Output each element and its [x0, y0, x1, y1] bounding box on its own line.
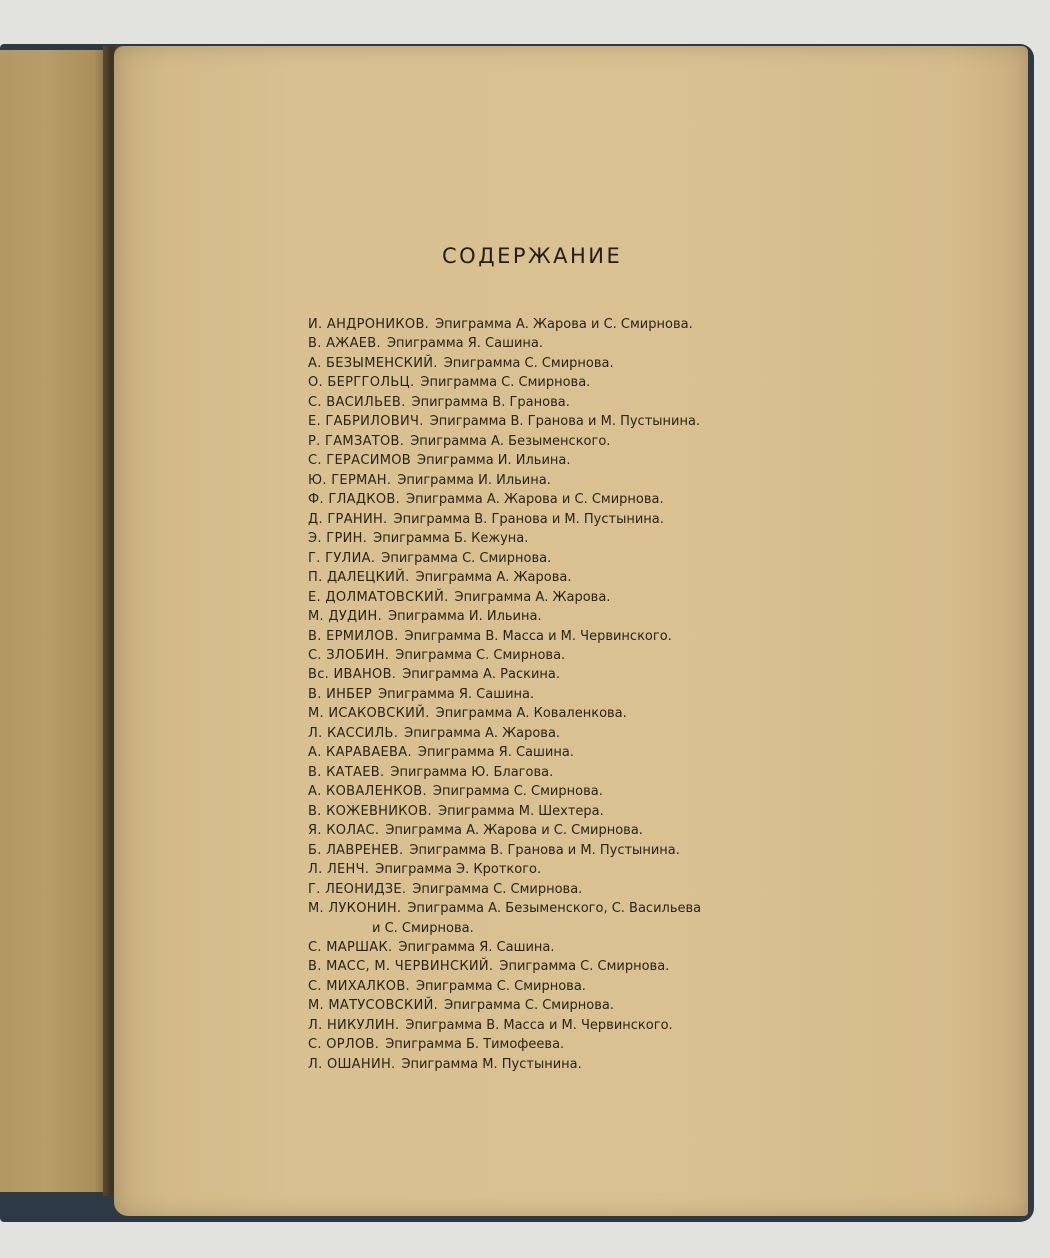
toc-entry-text: Эпиграмма С. Смирнова. — [420, 375, 591, 391]
toc-entry-author: В. КОЖЕВНИКОВ. — [308, 803, 432, 819]
toc-entry-author: Б. ЛАВРЕНЕВ. — [308, 842, 404, 858]
toc-entry-author: С. МИХАЛКОВ. — [308, 978, 410, 994]
toc-entry — [308, 1035, 1008, 1054]
toc-entry — [308, 919, 1008, 938]
toc-entry-author: И. АНДРОНИКОВ. — [308, 317, 430, 332]
toc-entry-text: Эпиграмма Э. Кроткого. — [375, 862, 542, 878]
toc-entry — [308, 724, 1008, 743]
toc-entry-text: Эпиграмма М. Пустынина. — [401, 1056, 582, 1072]
toc-entry-text: Эпиграмма А. Жарова. — [415, 570, 572, 586]
toc-entry — [308, 996, 1008, 1015]
toc-entry-text: Эпиграмма Б. Кежуна. — [373, 531, 529, 547]
toc-entry-author: В. ИНБЕР — [308, 686, 373, 702]
toc-entry-text: Эпиграмма А. Жарова. — [404, 725, 561, 741]
toc-entry-author: В. АЖАЕВ. — [308, 336, 381, 352]
toc-entry — [308, 860, 1008, 879]
toc-entry-author: В. МАСС, М. ЧЕРВИНСКИЙ. — [308, 959, 494, 975]
toc-entry-text: Эпиграмма И. Ильина. — [388, 609, 542, 625]
toc-entry — [308, 412, 1008, 431]
toc-entry-author: О. БЕРГГОЛЬЦ. — [308, 375, 415, 391]
toc-entry-text: Эпиграмма Я. Сашина. — [417, 745, 574, 761]
toc-entry — [308, 899, 1008, 918]
toc-entry-author: А. КОВАЛЕНКОВ. — [308, 784, 427, 800]
toc-entry-text: Эпиграмма С. Смирнова. — [412, 881, 583, 897]
toc-entry-text: Эпиграмма В. Масса и М. Червинского. — [404, 628, 672, 644]
toc-entry-author: Е. ДОЛМАТОВСКИЙ. — [308, 589, 449, 605]
toc-entry — [308, 510, 1008, 529]
toc-entry — [308, 763, 1008, 782]
toc-entry-text: Эпиграмма В. Гранова. — [411, 394, 570, 410]
toc-entry — [308, 665, 1008, 684]
page-title: СОДЕРЖАНИЕ — [442, 244, 623, 268]
toc-entry-text: Эпиграмма А. Жарова и С. Смирнова. — [385, 823, 643, 839]
table-of-contents — [308, 315, 1008, 1074]
toc-entry-author: Л. ЛЕНЧ. — [308, 862, 370, 878]
toc-entry-text: Эпиграмма И. Ильина. — [417, 453, 571, 469]
toc-entry — [308, 315, 1008, 334]
toc-entry — [308, 334, 1008, 353]
toc-entry-text: Эпиграмма В. Гранова и М. Пустынина. — [393, 511, 664, 527]
toc-entry-text: Эпиграмма Я. Сашина. — [378, 686, 535, 702]
toc-entry — [308, 880, 1008, 899]
left-page — [0, 50, 110, 1192]
toc-entry — [308, 354, 1008, 373]
toc-entry-author: С. ОРЛОВ. — [308, 1037, 380, 1053]
toc-entry — [308, 549, 1008, 568]
toc-entry-author: Я. КОЛАС. — [308, 823, 380, 839]
toc-entry — [308, 646, 1008, 665]
toc-entry-text: Эпиграмма А. Безыменского. — [410, 433, 611, 449]
toc-entry-author: В. КАТАЕВ. — [308, 764, 385, 780]
toc-entry-author: Ф. ГЛАДКОВ. — [308, 492, 401, 508]
toc-entry — [308, 821, 1008, 840]
toc-entry-author: С. ВАСИЛЬЕВ. — [308, 394, 406, 410]
toc-entry-text: Эпиграмма В. Гранова и М. Пустынина. — [409, 842, 680, 858]
toc-entry-author: М. ДУДИН. — [308, 609, 383, 625]
toc-entry — [308, 1055, 1008, 1074]
toc-entry-author: С. ЗЛОБИН. — [308, 647, 390, 663]
toc-entry-text: Эпиграмма А. Безыменского, С. Васильева — [407, 901, 702, 917]
toc-entry-text: Эпиграмма Я. Сашина. — [386, 336, 544, 352]
toc-entry — [308, 841, 1008, 860]
toc-entry-text: Эпиграмма М. Шехтера. — [438, 803, 604, 819]
toc-entry-text: Эпиграмма А. Жарова и С. Смирнова. — [406, 492, 664, 508]
toc-entry-text: Эпиграмма В. Гранова и М. Пустынина. — [429, 414, 701, 430]
toc-entry-author: М. ИСАКОВСКИЙ. — [308, 706, 430, 722]
toc-entry-text: Эпиграмма С. Смирнова. — [499, 959, 670, 975]
toc-entry-author: П. ДАЛЕЦКИЙ. — [308, 570, 410, 586]
toc-entry-text: Эпиграмма С. Смирнова. — [443, 355, 614, 371]
toc-entry — [308, 957, 1008, 976]
toc-entry-text: и С. Смирнова. — [372, 920, 474, 936]
toc-entry-text: Эпиграмма А. Жарова и С. Смирнова. — [435, 317, 693, 332]
toc-entry-text: Эпиграмма И. Ильина. — [397, 472, 551, 488]
toc-entry — [308, 938, 1008, 957]
toc-entry-author: Ю. ГЕРМАН. — [308, 472, 392, 488]
toc-entry — [308, 607, 1008, 626]
toc-entry-author: Г. ЛЕОНИДЗЕ. — [308, 881, 407, 897]
toc-entry-text: Эпиграмма Ю. Благова. — [390, 764, 554, 780]
toc-entry-author: Е. ГАБРИЛОВИЧ. — [308, 414, 424, 430]
toc-entry — [308, 1016, 1008, 1035]
toc-entry-text: Эпиграмма А. Жарова. — [454, 589, 611, 605]
toc-entry — [308, 782, 1008, 801]
toc-entry-text: Эпиграмма С. Смирнова. — [395, 647, 566, 663]
toc-entry-author: Вс. ИВАНОВ. — [308, 667, 397, 683]
toc-entry — [308, 393, 1008, 412]
toc-entry — [308, 743, 1008, 762]
toc-entry-author: В. ЕРМИЛОВ. — [308, 628, 399, 644]
toc-entry — [308, 977, 1008, 996]
toc-entry-text: Эпиграмма С. Смирнова. — [432, 784, 603, 800]
toc-entry-text: Эпиграмма А. Раскина. — [402, 667, 561, 683]
toc-entry — [308, 588, 1008, 607]
toc-entry-author: А. БЕЗЫМЕНСКИЙ. — [308, 355, 438, 371]
toc-entry-author: А. КАРАВАЕВА. — [308, 745, 412, 761]
toc-entry-text: Эпиграмма С. Смирнова. — [444, 998, 615, 1014]
toc-entry — [308, 451, 1008, 470]
toc-entry-text: Эпиграмма А. Коваленкова. — [435, 706, 627, 722]
toc-entry — [308, 627, 1008, 646]
toc-entry — [308, 471, 1008, 490]
toc-entry-author: М. ЛУКОНИН. — [308, 901, 402, 917]
toc-entry-author: М. МАТУСОВСКИЙ. — [308, 998, 439, 1014]
toc-entry — [308, 685, 1008, 704]
toc-entry — [308, 704, 1008, 723]
toc-entry — [308, 432, 1008, 451]
toc-entry — [308, 373, 1008, 392]
toc-entry-author: Р. ГАМЗАТОВ. — [308, 433, 405, 449]
toc-entry — [308, 802, 1008, 821]
toc-entry-author: С. ГЕРАСИМОВ — [308, 453, 411, 469]
toc-entry — [308, 490, 1008, 509]
toc-entry — [308, 529, 1008, 548]
toc-entry — [308, 568, 1008, 587]
toc-entry-author: Л. КАССИЛЬ. — [308, 725, 399, 741]
toc-entry-author: С. МАРШАК. — [308, 940, 393, 955]
toc-entry-text: Эпиграмма В. Масса и М. Червинского. — [405, 1017, 673, 1033]
toc-entry-author: Э. ГРИН. — [308, 531, 368, 547]
toc-entry-author: Д. ГРАНИН. — [308, 511, 388, 527]
toc-entry-author: Г. ГУЛИА. — [308, 550, 376, 566]
toc-entry-author: Л. ОШАНИН. — [308, 1056, 396, 1072]
toc-entry-author: Л. НИКУЛИН. — [308, 1017, 400, 1033]
toc-entry-text: Эпиграмма С. Смирнова. — [381, 550, 552, 566]
toc-entry-text: Эпиграмма С. Смирнова. — [415, 978, 586, 994]
toc-entry-text: Эпиграмма Б. Тимофеева. — [385, 1037, 565, 1053]
toc-entry-text: Эпиграмма Я. Сашина. — [398, 940, 555, 955]
